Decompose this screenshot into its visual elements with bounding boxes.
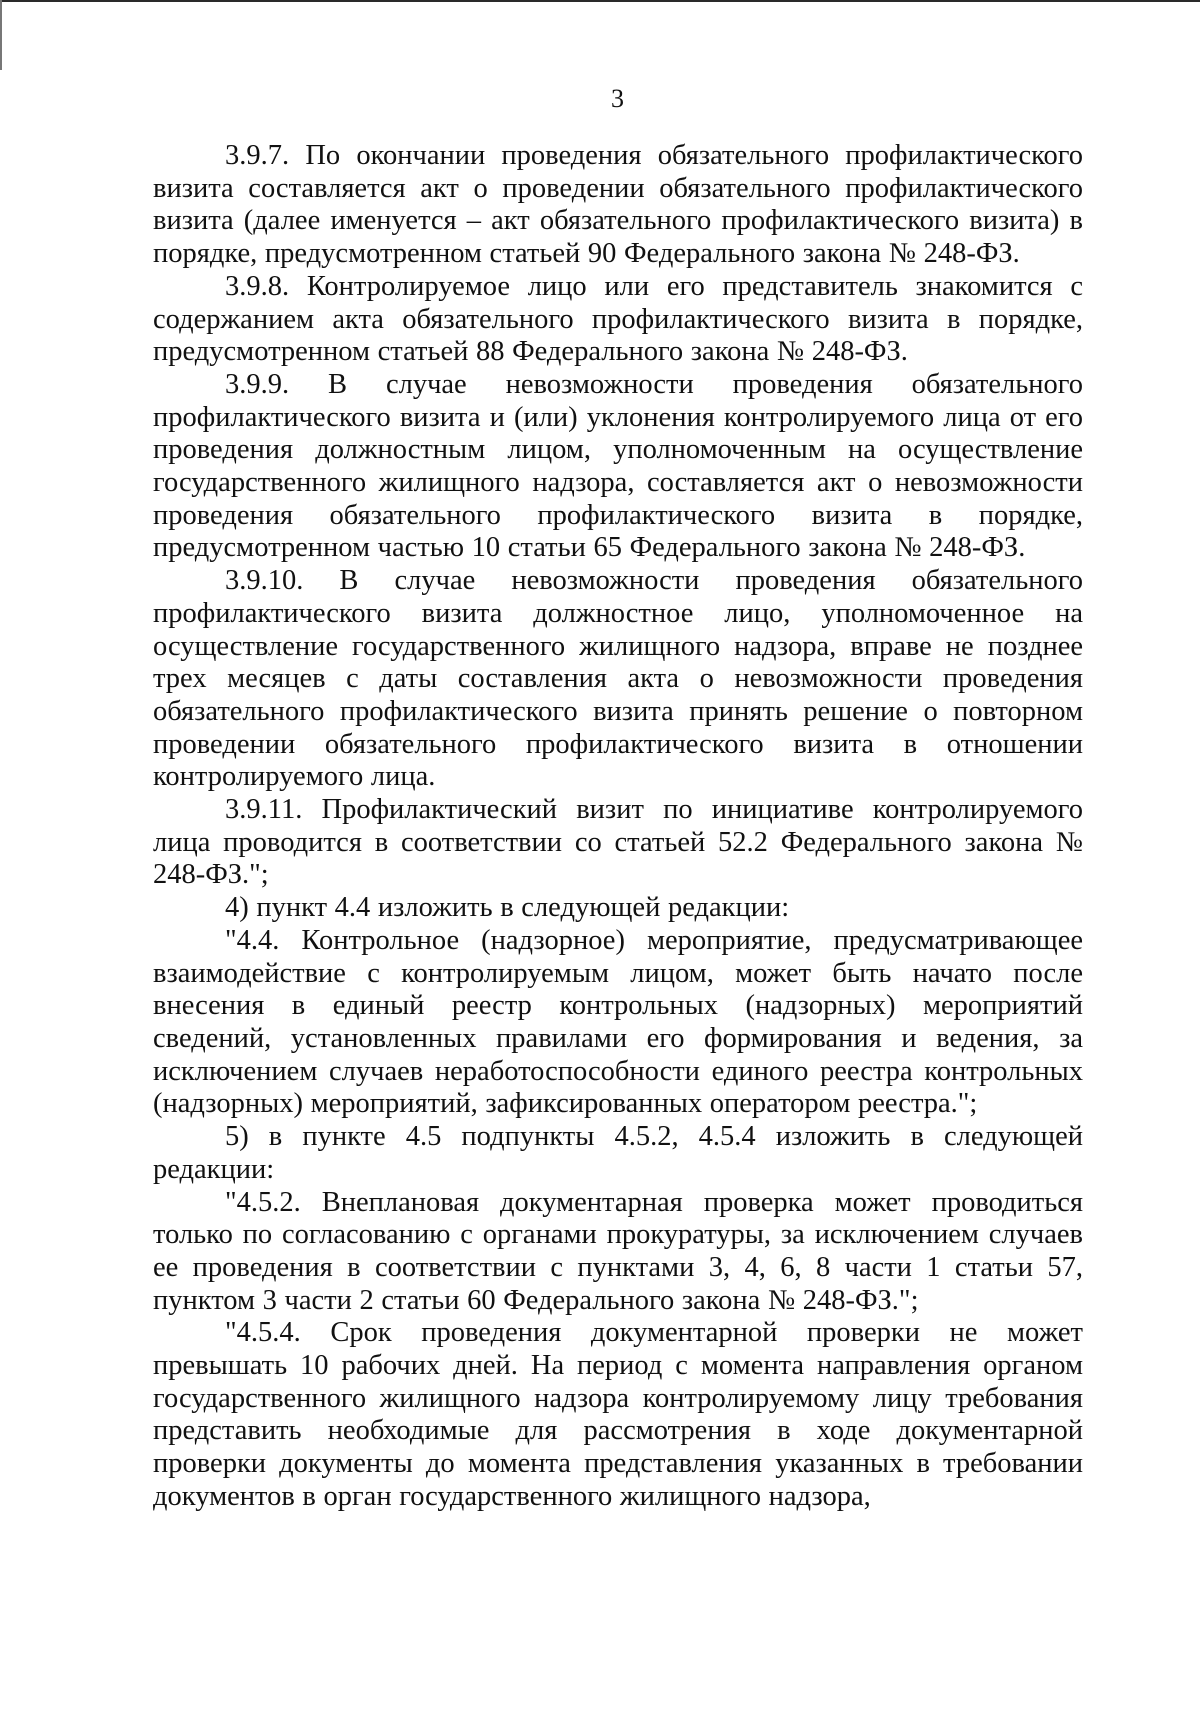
paragraph-3-9-10: 3.9.10. В случае невозможности проведения обязательного профилактического визита должностное лицо, уполномоченное на осуществление государственного жилищного надзора, вправе не позднее трех месяцев с даты составления акта о невозможности проведения обязательного профилактического визита принять решение о повторном проведении обязательного профилактического визита в отношении контролируемого лица. [153,565,1083,793]
scan-top-edge [0,0,1200,2]
paragraph-3-9-11: 3.9.11. Профилактический визит по инициативе контролируемого лица проводится в соответствии со статьей 52.2 Федерального закона № 248-ФЗ."; [153,794,1083,891]
paragraph-4-5-2: "4.5.2. Внеплановая документарная проверка может проводиться только по согласованию с органами прокуратуры, за исключением случаев ее проведения в соответствии с пунктами 3, 4, 6, 8 части 1 статьи 57, пунктом 3 части 2 статьи 60 Федерального закона № 248-ФЗ."; [153,1186,1083,1316]
paragraph-3-9-9: 3.9.9. В случае невозможности проведения обязательного профилактического визита и (или) уклонения контролируемого лица от его проведения должностным лицом, уполномоченным на осуществление государственного жилищного надзора, составляется акт о невозможности проведения обязательного профилактического визита в порядке, предусмотренном частью 10 статьи 65 Федерального закона № 248-ФЗ. [153,368,1083,564]
paragraph-item-5: 5) в пункте 4.5 подпункты 4.5.2, 4.5.4 изложить в следующей редакции: [153,1121,1083,1185]
paragraph-3-9-8: 3.9.8. Контролируемое лицо или его представитель знакомится с содержанием акта обязательного профилактического визита в порядке, предусмотренном статьей 88 Федерального закона № 248-ФЗ. [153,270,1083,368]
paragraph-4-4: "4.4. Контрольное (надзорное) мероприятие, предусматривающее взаимодействие с контролируемым лицом, может быть начато после внесения в единый реестр контрольных (надзорных) мероприятий сведений, установленных правилами его формирования и ведения, за исключением случаев неработоспособности единого реестра контрольных (надзорных) мероприятий, зафиксированных оператором реестра."; [153,924,1083,1120]
document-body [153,140,1083,1514]
page-number: 3 [611,84,624,113]
paragraph-3-9-7: 3.9.7. По окончании проведения обязательного профилактического визита составляется акт о проведении обязательного профилактического визита (далее именуется – акт обязательного профилактического визита) в порядке, предусмотренном статьей 90 Федерального закона № 248-ФЗ. [153,140,1083,270]
paragraph-4-5-4: "4.5.4. Срок проведения документарной проверки не может превышать 10 рабочих дней. На период с момента направления органом государственного жилищного надзора контролируемому лицу требования представить необходимые для рассмотрения в ходе документарной проверки документы до момента представления указанных в требовании документов в орган государственного жилищного надзора, [153,1317,1083,1512]
paragraph-item-4: 4) пункт 4.4 изложить в следующей редакции: [225,892,790,924]
scan-left-edge [0,0,2,70]
